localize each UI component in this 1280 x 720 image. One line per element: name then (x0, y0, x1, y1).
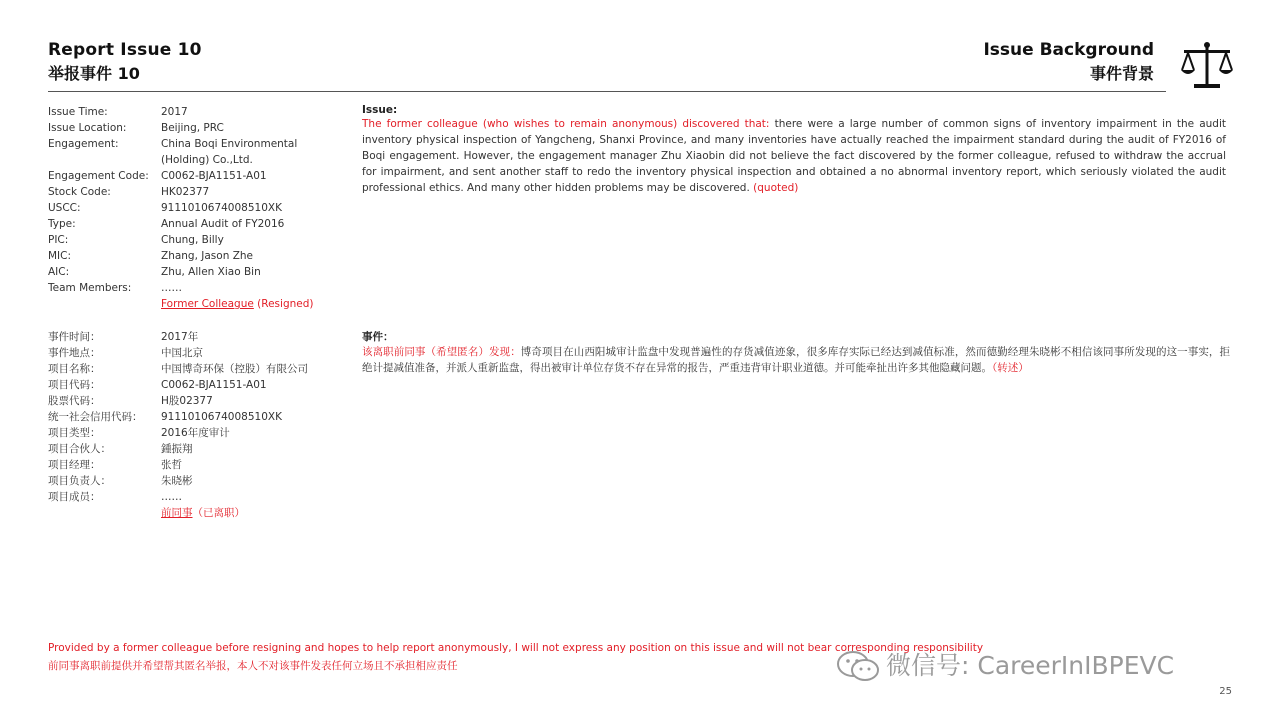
issue-body-cn: 博奇项目在山西阳城审计监盘中发现普遍性的存货减值迹象，很多库存实际已经达到减值标准，然而德勤经理朱晓彬不相信该同事所发现的这一事实，拒绝计提减值准备，并派人重新监盘，得出被审计单位存货不存在异常的报告，严重违背审计职业道德。并可能牵扯出许多其他隐藏问题。 (362, 346, 1230, 374)
info-row (48, 264, 331, 280)
wechat-watermark (836, 646, 1174, 684)
info-row (48, 248, 331, 264)
section-title-en: Issue Background (983, 40, 1154, 60)
info-value: H股02377 (161, 395, 213, 407)
info-row (48, 393, 331, 409)
info-label: Engagement Code: (48, 170, 149, 182)
info-value: C0062-BJA1151-A01 (161, 170, 267, 182)
header-divider (48, 91, 1166, 92)
info-label: 项目负责人： (48, 475, 111, 487)
info-label: 项目代码： (48, 379, 101, 391)
issue-section-en (362, 104, 1226, 196)
info-row (48, 505, 331, 521)
info-value: C0062-BJA1151-A01 (161, 379, 267, 391)
engagement-info-en (48, 104, 331, 312)
info-row (48, 216, 331, 232)
wechat-icon (836, 650, 880, 684)
disclaimer-cn: 前同事离职前提供并希望帮其匿名举报，本人不对该事件发表任何立场且不承担相应责任 (48, 660, 458, 672)
info-label: 事件地点： (48, 347, 101, 359)
info-value: 2017 (161, 106, 188, 118)
info-label: 项目经理： (48, 459, 101, 471)
info-row (48, 329, 331, 345)
info-value: 9111010674008510XK (161, 411, 282, 423)
issue-text-en (362, 116, 1226, 196)
info-value: …… (161, 491, 182, 503)
issue-body-en: there were a large number of common signs of inventory impairment in the audit inventory physical inspection of Yangcheng, Shanxi Province, and many inventories have actually reached the impairment standard during the audit of FY2016 of Boqi engagement. However, the engagement manager Zhu Xiaobin did not believe the fact discovered by the former colleague, refused to withdraw the accrual for impairment, and sent another staff to redo the inventory physical inspection and obtained a no abnormal inventory report, which seriously violated the audit professional ethics. And many other hidden problems may be discovered. (362, 118, 1226, 194)
info-label: PIC: (48, 234, 69, 246)
info-row (48, 232, 331, 248)
info-value: 2017年 (161, 331, 199, 343)
info-label: 统一社会信用代码： (48, 411, 143, 423)
team-member-cn (161, 505, 331, 521)
issue-heading-cn: 事件： (362, 331, 394, 343)
info-label: 项目名称： (48, 363, 101, 375)
page-number: 25 (1219, 686, 1232, 697)
info-row (48, 168, 331, 184)
info-value: 鍾振翔 (161, 443, 193, 455)
info-value: Zhang, Jason Zhe (161, 250, 254, 262)
issue-lead-en: The former colleague (who wishes to remain anonymous) discovered that: (362, 118, 770, 130)
info-row (48, 441, 331, 457)
info-row (48, 280, 331, 296)
info-row (48, 345, 331, 361)
info-label: 项目类型： (48, 427, 101, 439)
info-row (48, 489, 331, 505)
info-value: …… (161, 282, 182, 294)
info-label: USCC: (48, 202, 81, 214)
info-label: Stock Code: (48, 186, 111, 198)
issue-text-cn (362, 344, 1230, 376)
former-colleague-link[interactable]: Former Colleague (161, 298, 254, 310)
info-label: AIC: (48, 266, 70, 278)
info-value: 张哲 (161, 459, 182, 471)
info-label: Issue Location: (48, 122, 127, 134)
former-colleague-link-cn[interactable]: 前同事 (161, 507, 193, 519)
info-label: Issue Time: (48, 106, 108, 118)
info-value: 朱晓彬 (161, 475, 193, 487)
info-row (48, 377, 331, 393)
info-value: Beijing, PRC (161, 122, 224, 134)
info-row (48, 425, 331, 441)
info-row (48, 136, 331, 168)
info-label: 项目成员： (48, 491, 101, 503)
info-row (48, 296, 331, 312)
info-row (48, 200, 331, 216)
issue-tail-cn: （转述） (992, 362, 1029, 374)
issue-lead-cn: 该离职前同事（希望匿名）发现： (362, 346, 521, 358)
info-row (48, 120, 331, 136)
info-row (48, 104, 331, 120)
info-label: 事件时间： (48, 331, 101, 343)
info-value: 中国博奇环保（控股）有限公司 (161, 363, 308, 375)
info-label: MIC: (48, 250, 72, 262)
report-title-en: Report Issue 10 (48, 40, 202, 60)
info-label: Engagement: (48, 138, 119, 150)
info-label: Team Members: (48, 282, 132, 294)
info-row (48, 473, 331, 489)
info-value: 中国北京 (161, 347, 203, 359)
balance-scale-icon (1180, 40, 1234, 92)
info-value: Annual Audit of FY2016 (161, 218, 285, 230)
info-value: HK02377 (161, 186, 210, 198)
watermark-text: 微信号: CareerInIBPEVC (886, 651, 1175, 680)
disclaimer-en: Provided by a former colleague before resigning and hopes to help report anonymously, I will not express any position on this issue and will not bear corresponding responsibility (48, 642, 984, 654)
info-label: Type: (48, 218, 76, 230)
info-label: 项目合伙人： (48, 443, 111, 455)
team-member-en (161, 296, 331, 312)
info-row (48, 409, 331, 425)
section-title-cn: 事件背景 (1089, 64, 1154, 83)
member-status-cn: （已离职） (192, 507, 245, 519)
info-value: 2016年度审计 (161, 427, 230, 439)
info-value: Chung, Billy (161, 234, 224, 246)
issue-heading-en: Issue: (362, 104, 398, 116)
issue-section-cn (362, 329, 1230, 376)
info-value: 9111010674008510XK (161, 202, 282, 214)
info-value: China Boqi Environmental (Holding) Co.,Ltd. (161, 138, 298, 166)
info-value: Zhu, Allen Xiao Bin (161, 266, 261, 278)
issue-tail-en: (quoted) (749, 182, 799, 194)
report-title-cn: 举报事件 10 (48, 64, 140, 83)
info-row (48, 184, 331, 200)
info-label: 股票代码： (48, 395, 101, 407)
info-row (48, 361, 331, 377)
member-status: (Resigned) (253, 298, 314, 310)
info-row (48, 457, 331, 473)
engagement-info-cn (48, 329, 331, 521)
